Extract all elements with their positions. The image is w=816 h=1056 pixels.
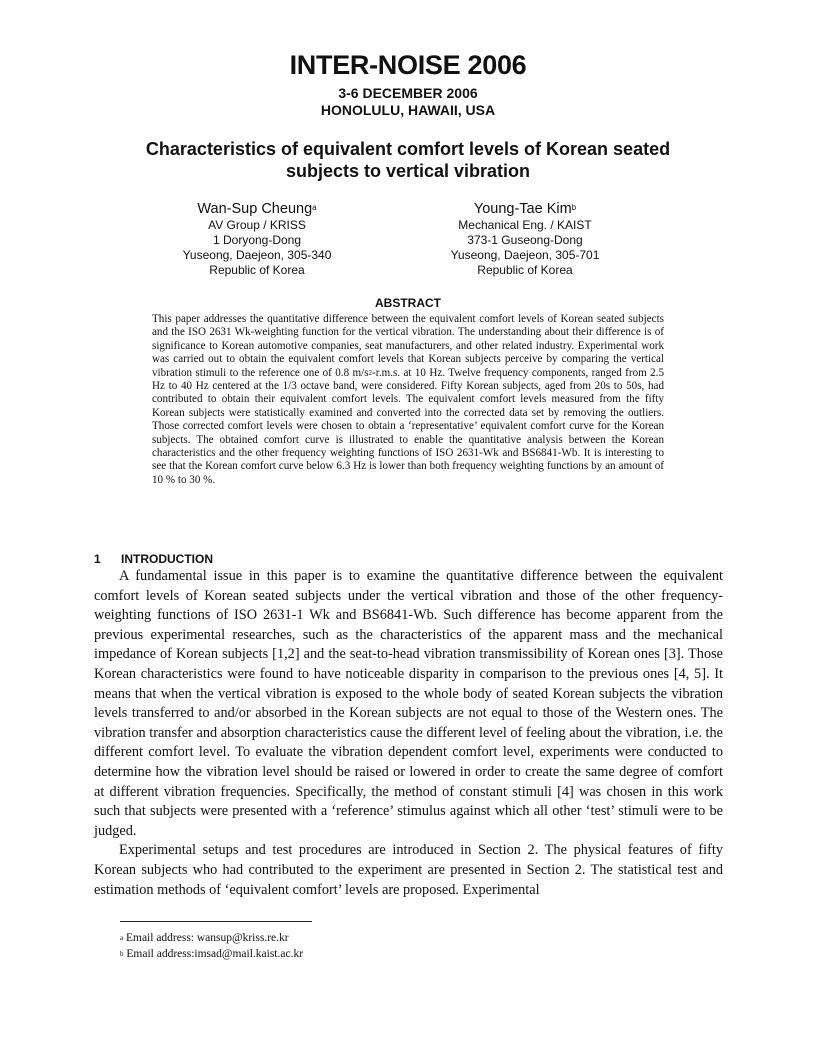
author-mark: a	[312, 203, 317, 212]
abstract-text: This paper addresses the quantitative difference between the equivalent comfort levels of Korean seated subjects and the ISO 2631 Wk-weighting function for the vertical vibration. The understanding about their difference is of significance to Korean automotive companies, seat manufacturers, and other related industry. Experimental work was carried out to obtain the equivalent comfort levels that Korean subjects perceive by comparing the vertical vibration stimuli to the reference one of 0.8 $m/s^2-r.m.s$. at 10 Hz. Twelve frequency components, ranged from 2.5 Hz to 40 Hz centered at the 1/3 octave band, were considered. Fifty Korean subjects, aged from 20s to 50s, had contributed to obtain their equivalent comfort levels. The equivalent comfort levels measured from the fifty Korean subjects were statistically examined and converted into the corrected data set by removing the outliers. Those corrected comfort levels were chosen to obtain a ‘representative’ equivalent comfort curve for the Korean subjects. The obtained comfort curve is illustrated to enable the quantitative analysis between the Korean characteristics and the other frequency weighting functions of ISO 2631-Wk and BS6841-Wb. It is interesting to see that the Korean comfort curve below 6.3 Hz is lower than both frequency weighting functions by an amount of 10 % to 30 %.	[152, 313, 664, 486]
body-paragraph: Experimental setups and test procedures are introduced in Section 2. The physical features of fifty Korean subjects who had contributed to the experiment are presented in Section 2. The statistical test and estimation methods of ‘equivalent comfort’ levels are proposed. Experimental	[94, 842, 723, 898]
abstract-heading: ABSTRACT	[375, 296, 441, 310]
author-affiliation-line: Republic of Korea	[477, 263, 573, 277]
paper-title: Characteristics of equivalent comfort levels of Korean seated subjects to vertical vibration	[145, 139, 671, 181]
footnote-rule	[120, 921, 312, 922]
section-heading	[94, 552, 213, 566]
conference-place: HONOLULU, HAWAII, USA	[320, 102, 496, 118]
footnote: $^b$ Email address:imsad@mail.kaist.ac.kr	[120, 948, 304, 960]
author-mark: b	[571, 203, 577, 212]
footnotes	[120, 930, 303, 962]
author-affiliation-line: AV Group / KRISS	[208, 218, 306, 232]
author-name: Wan-Sup Cheung$^a$	[197, 201, 317, 217]
author-affiliation-line: 373-1 Guseong-Dong	[467, 233, 583, 247]
author-affiliation-line: Mechanical Eng. / KAIST	[458, 218, 592, 232]
conference-date: 3-6 DECEMBER 2006	[338, 85, 478, 101]
author-affiliation-line: 1 Doryong-Dong	[212, 233, 302, 247]
footnote: $^a$ Email address: wansup@kriss.re.kr	[120, 932, 289, 944]
body-paragraph: A fundamental issue in this paper is to examine the quantitative difference between the equivalent comfort levels of Korean seated subjects under the vertical vibration and those of the other frequency-weighting functions of ISO 2631-1 Wk and BS6841-Wb. Such difference has become apparent from the previous experimental researches, such as the characteristics of the apparent mass and the mechanical impedance of Korean subjects [1,2] and the seat-to-head vibration transmissibility of Korean ones [3]. Those Korean characteristics were found to have noticeable disparity in comparison to the previous ones [4, 5]. It means that when the vertical vibration is exposed to the whole body of seated Korean subjects the vibration levels transferred to and/or absorbed in the Korean subjects are not equal to those of the Western ones. The vibration transfer and absorption characteristics cause the different level of feeling about the vibration, i.e. the different comfort level. To evaluate the vibration dependent comfort level, experiments were conducted to determine how the vibration level should be raised or lowered in order to create the same degree of comfort at different vibration frequencies. Specifically, the method of constant stimuli [4] was chosen in this work such that subjects were presented with a ‘reference’ stimulus against which all other ‘test’ stimuli were to be judged.	[94, 568, 723, 839]
author-affiliation-line: Republic of Korea	[209, 263, 305, 277]
author-name: Young-Tae Kim$^b$	[473, 201, 577, 217]
section-number: 1	[94, 552, 101, 566]
conference-title: INTER-NOISE 2006	[289, 50, 527, 80]
author-block-b	[395, 200, 655, 278]
author-affiliation-line: Yuseong, Daejeon, 305-701	[450, 248, 600, 262]
author-block-a	[127, 200, 387, 278]
author-affiliation-line: Yuseong, Daejeon, 305-340	[182, 248, 332, 262]
section-body	[94, 567, 723, 900]
section-title: INTRODUCTION	[121, 552, 213, 566]
